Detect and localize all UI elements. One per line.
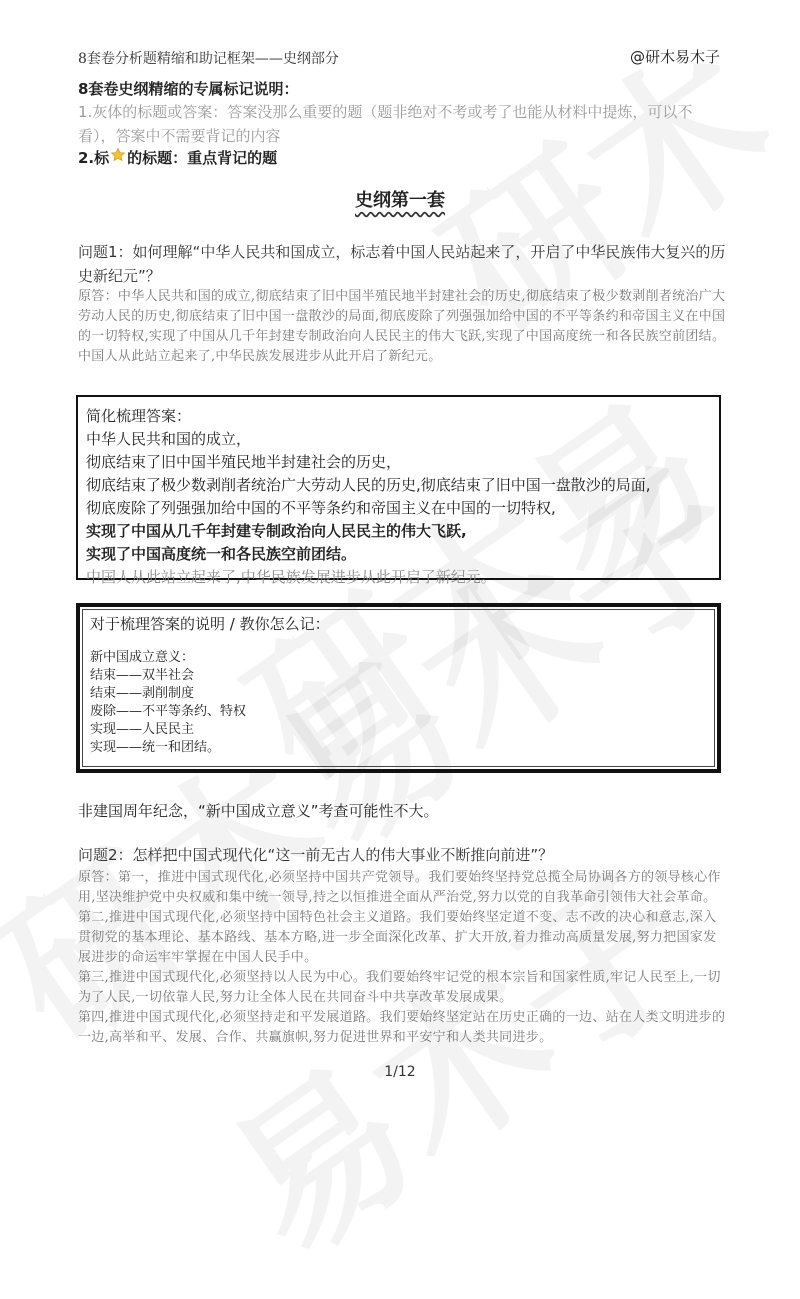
answer-paragraph: 第二,推进中国式现代化,必须坚持中国特色社会主义道路。我们要始终坚定道不变、志不改的决心和意志,深入贯彻党的基本理论、基本路线、基本方略,进一步全面深化改革、扩大开放,着力推动高质量发展,努力把国家发展进步的命运牢牢掌握在中国人民手中。 <box>78 910 717 965</box>
document-header-title: 8套卷分析题精缩和助记框架——史纲部分 <box>78 51 339 67</box>
simplified-line: 中国人从此站立起来了,中华民族发展进步从此开启了新纪元。 <box>86 568 496 586</box>
answer-paragraph: 第三,推进中国式现代化,必须坚持以人民为中心。我们要始终牢记党的根本宗旨和国家性质,牢记人民至上,一切为了人民,一切依靠人民,努力让全体人民在共同奋斗中共享改革发展成果。 <box>78 970 721 1005</box>
memory-tip-list <box>90 649 707 757</box>
page-number: 1/12 <box>384 1064 416 1080</box>
simplified-line: 彻底结束了极少数剥削者统治广大劳动人民的历史,彻底结束了旧中国一盘散沙的局面, <box>86 476 651 494</box>
star-icon <box>110 147 126 167</box>
legend-gray-note: 1.灰体的标题或答案：答案没那么重要的题（题非绝对不考或考了也能从材料中提炼，可以不看），答案中不需要背记的内容 <box>78 103 693 145</box>
memory-tip-box <box>76 603 721 773</box>
simplified-line: 中华人民共和国的成立， <box>86 430 252 448</box>
simplified-line: 实现了中国从几千年封建专制政治向人民民主的伟大飞跃, <box>86 522 467 540</box>
memory-line: 新中国成立意义： <box>90 650 195 665</box>
question-1-original-answer: 原答：中华人民共和国的成立,彻底结束了旧中国半殖民地半封建社会的历史,彻底结束了极少数剥削者统治广大劳动人民的历史,彻底结束了旧中国一盘散沙的局面,彻底废除了列强强加给中国的不平等条约和帝国主义在中国的一切特权,实现了中国从几千年封建专制政治向人民民主的伟大飞跃,实现了中国高度统一和各民族空前团结。中国人从此站立起来了,中华民族发展进步从此开启了新纪元。 <box>78 289 726 364</box>
memory-tip-title: 对于梳理答案的说明 / 教你怎么记： <box>90 615 330 633</box>
simplified-line: 实现了中国高度统一和各民族空前团结。 <box>86 545 357 563</box>
legend-title: 8套卷史纲精缩的专属标记说明： <box>78 80 299 98</box>
simplified-line: 彻底废除了列强强加给中国的不平等条约和帝国主义在中国的一切特权, <box>86 499 556 517</box>
legend-star-note <box>78 147 277 168</box>
simplified-answer-title: 简化梳理答案： <box>86 407 192 425</box>
answer-paragraph: 原答：第一，推进中国式现代化,必须坚持中国共产党领导。我们要始终坚持党总揽全局协调各方的领导核心作用,坚决维护党中央权威和集中统一领导,持之以恒推进全面从严治党,努力以党的自我革命引领伟大社会革命。 <box>78 870 721 905</box>
memory-line: 实现——统一和团结。 <box>90 740 221 755</box>
simplified-answer-box <box>76 395 721 586</box>
simplified-line: 彻底结束了旧中国半殖民地半封建社会的历史， <box>86 453 402 471</box>
question-1: 问题1：如何理解“中华人民共和国成立，标志着中国人民站起来了，开启了中华民族伟大复兴的历史新纪元”？ <box>78 243 726 285</box>
answer-paragraph: 第四,推进中国式现代化,必须坚持走和平发展道路。我们要始终坚定站在历史正确的一边、站在人类文明进步的一边,高举和平、发展、合作、共赢旗帜,努力促进世界和平安宁和人类共同进步。 <box>78 1010 726 1045</box>
question-2: 问题2：怎样把中国式现代化“这一前无古人的伟大事业不断推向前进”？ <box>78 846 554 864</box>
question-2-original-answer <box>78 868 728 1048</box>
legend-star-suffix: 的标题：重点背记的题 <box>127 149 278 167</box>
exam-note: 非建国周年纪念，“新中国成立意义”考查可能性不大。 <box>78 802 439 820</box>
memory-line: 结束——剥削制度 <box>90 686 195 701</box>
section-title: 史纲第一套 <box>355 190 445 211</box>
author-handle: @研木易木子 <box>629 48 720 66</box>
memory-line: 结束——双半社会 <box>90 668 195 683</box>
legend-star-prefix: 2.标 <box>78 149 110 167</box>
memory-line: 实现——人民民主 <box>90 722 195 737</box>
memory-line: 废除——不平等条约、特权 <box>90 704 247 719</box>
